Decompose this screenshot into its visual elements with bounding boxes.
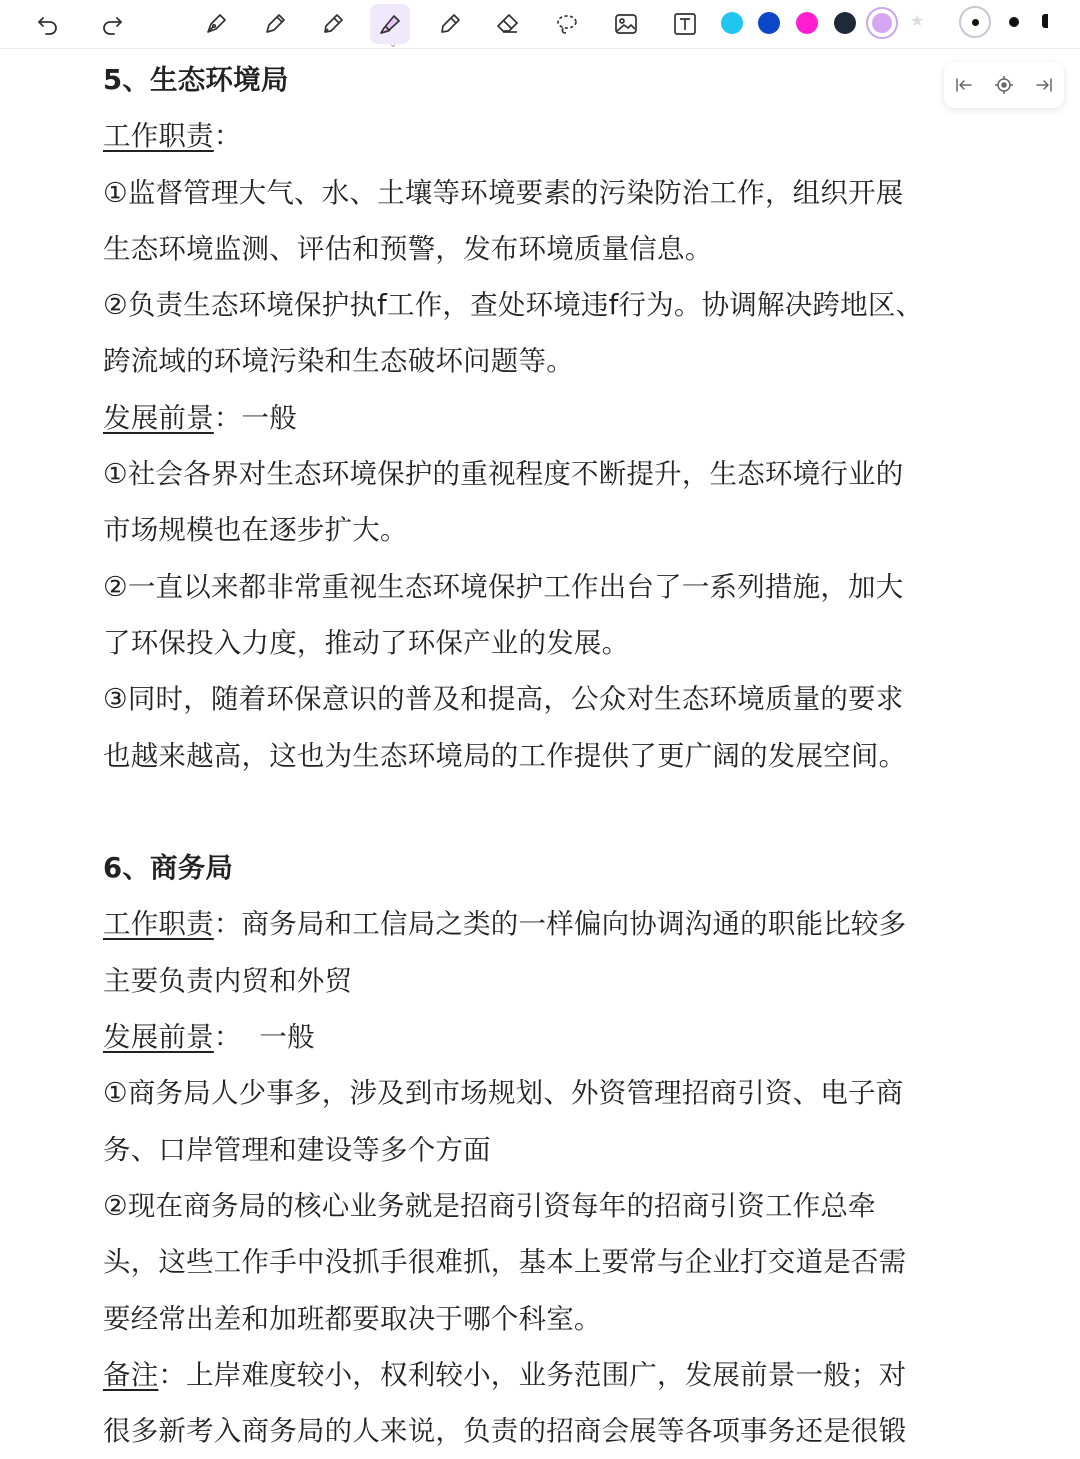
duty-label: 工作职责 (103, 908, 214, 941)
note-text: ：上岸难度较小，权利较小，业务范围广，发展前景一般；对 (158, 1358, 907, 1391)
duty-label: 工作职责 (103, 120, 214, 153)
prospect-line (103, 1009, 1003, 1065)
text-line: 要经常出差和加班都要取决于哪个科室。 (103, 1302, 602, 1335)
redo-icon (98, 10, 126, 38)
text-line: ②现在商务局的核心业务就是招商引资每年的招商引资工作总牵 (103, 1189, 876, 1222)
duty-line (103, 896, 1003, 952)
text-line: 了环保投入力度，推动了环保产业的发展。 (103, 626, 630, 659)
insert-text-button[interactable] (665, 4, 705, 44)
stroke-size-small-dot (972, 19, 979, 26)
lasso-icon (553, 10, 581, 38)
prospect-value: ：一般 (213, 401, 297, 434)
duty-line (103, 108, 1003, 164)
note-label: 备注 (103, 1358, 159, 1391)
redo-button[interactable] (92, 4, 132, 44)
prospect-value: ： 一般 (213, 1021, 315, 1054)
text-line: ②一直以来都非常重视生态环境保护工作出台了一系列措施，加大 (103, 570, 904, 603)
fountain-pen-tool[interactable] (196, 4, 236, 44)
text-line: 务、口岸管理和建设等多个方面 (103, 1133, 491, 1166)
blank-line (103, 784, 1003, 840)
stroke-size-medium[interactable] (1000, 8, 1028, 36)
pen-icon (261, 10, 289, 38)
prospect-line (103, 390, 1003, 446)
text-line: 市场规模也在逐步扩大。 (103, 514, 408, 547)
color-swatch-cyan[interactable] (721, 12, 743, 34)
duty-text: ：商务局和工信局之类的一样偏向协调沟通的职能比较多 (213, 908, 907, 941)
text-line: 也越来越高，这也为生态环境局的工作提供了更广阔的发展空间。 (103, 739, 907, 772)
text-line: ①监督管理大气、水、土壤等环境要素的污染防治工作，组织开展 (103, 176, 904, 209)
highlighter-tool[interactable] (370, 4, 410, 44)
stroke-size-large-partial[interactable] (1042, 14, 1048, 28)
section-heading: 6、商务局 (103, 852, 234, 885)
text-line: ①商务局人少事多，涉及到市场规划、外资管理招商引资、电子商 (103, 1077, 904, 1110)
lasso-tool[interactable] (547, 4, 587, 44)
image-icon (612, 10, 640, 38)
insert-image-button[interactable] (606, 4, 646, 44)
active-tool-indicator: ⌄ (389, 39, 398, 50)
text-line: 头，这些工作手中没抓手很难抓，基本上要常与企业打交道是否需 (103, 1246, 907, 1279)
highlighter-icon (376, 10, 404, 38)
expand-right-icon[interactable] (1033, 74, 1055, 96)
text-line: 跨流域的环境污染和生态破坏问题等。 (103, 345, 574, 378)
text-line: 很多新考入商务局的人来说，负责的招商会展等各项事务还是很锻 (103, 1415, 907, 1448)
stroke-size-selected[interactable] (959, 6, 991, 38)
pencil-alt-icon (436, 10, 464, 38)
pencil-alt-tool[interactable] (430, 4, 470, 44)
text-line: ③同时，随着环保意识的普及和提高，公众对生态环境质量的要求 (103, 683, 904, 716)
pen-tool[interactable] (255, 4, 295, 44)
add-color-icon[interactable]: ★ (910, 11, 925, 30)
text-line: ①社会各界对生态环境保护的重视程度不断提升，生态环境行业的 (103, 458, 904, 491)
pen-toolbar (0, 0, 1080, 49)
undo-button[interactable] (28, 4, 68, 44)
prospect-label: 发展前景 (103, 401, 214, 434)
note-line (103, 1347, 1003, 1403)
text-line: 主要负责内贸和外贸 (103, 964, 353, 997)
colon: ： (213, 120, 242, 153)
section-heading: 5、生态环境局 (103, 64, 289, 96)
text-line: 生态环境监测、评估和预警，发布环境质量信息。 (103, 232, 713, 265)
color-swatch-magenta[interactable] (796, 12, 818, 34)
pencil-icon (319, 10, 347, 38)
selected-color-fill (872, 13, 892, 33)
eraser-tool[interactable] (488, 4, 528, 44)
color-swatch-selected[interactable] (866, 7, 898, 39)
text-line: ②负责生态环境保护执f工作，查处环境违f行为。协调解决跨地区、 (103, 289, 924, 322)
color-swatch-blue[interactable] (758, 12, 780, 34)
undo-icon (34, 10, 62, 38)
prospect-label: 发展前景 (103, 1021, 214, 1054)
eraser-icon (494, 10, 522, 38)
note-document (103, 52, 1003, 1459)
color-swatch-navy[interactable] (834, 12, 856, 34)
pencil-tool[interactable] (313, 4, 353, 44)
text-icon (671, 10, 699, 38)
stroke-size-medium-dot (1009, 17, 1019, 27)
fountain-pen-icon (202, 10, 230, 38)
